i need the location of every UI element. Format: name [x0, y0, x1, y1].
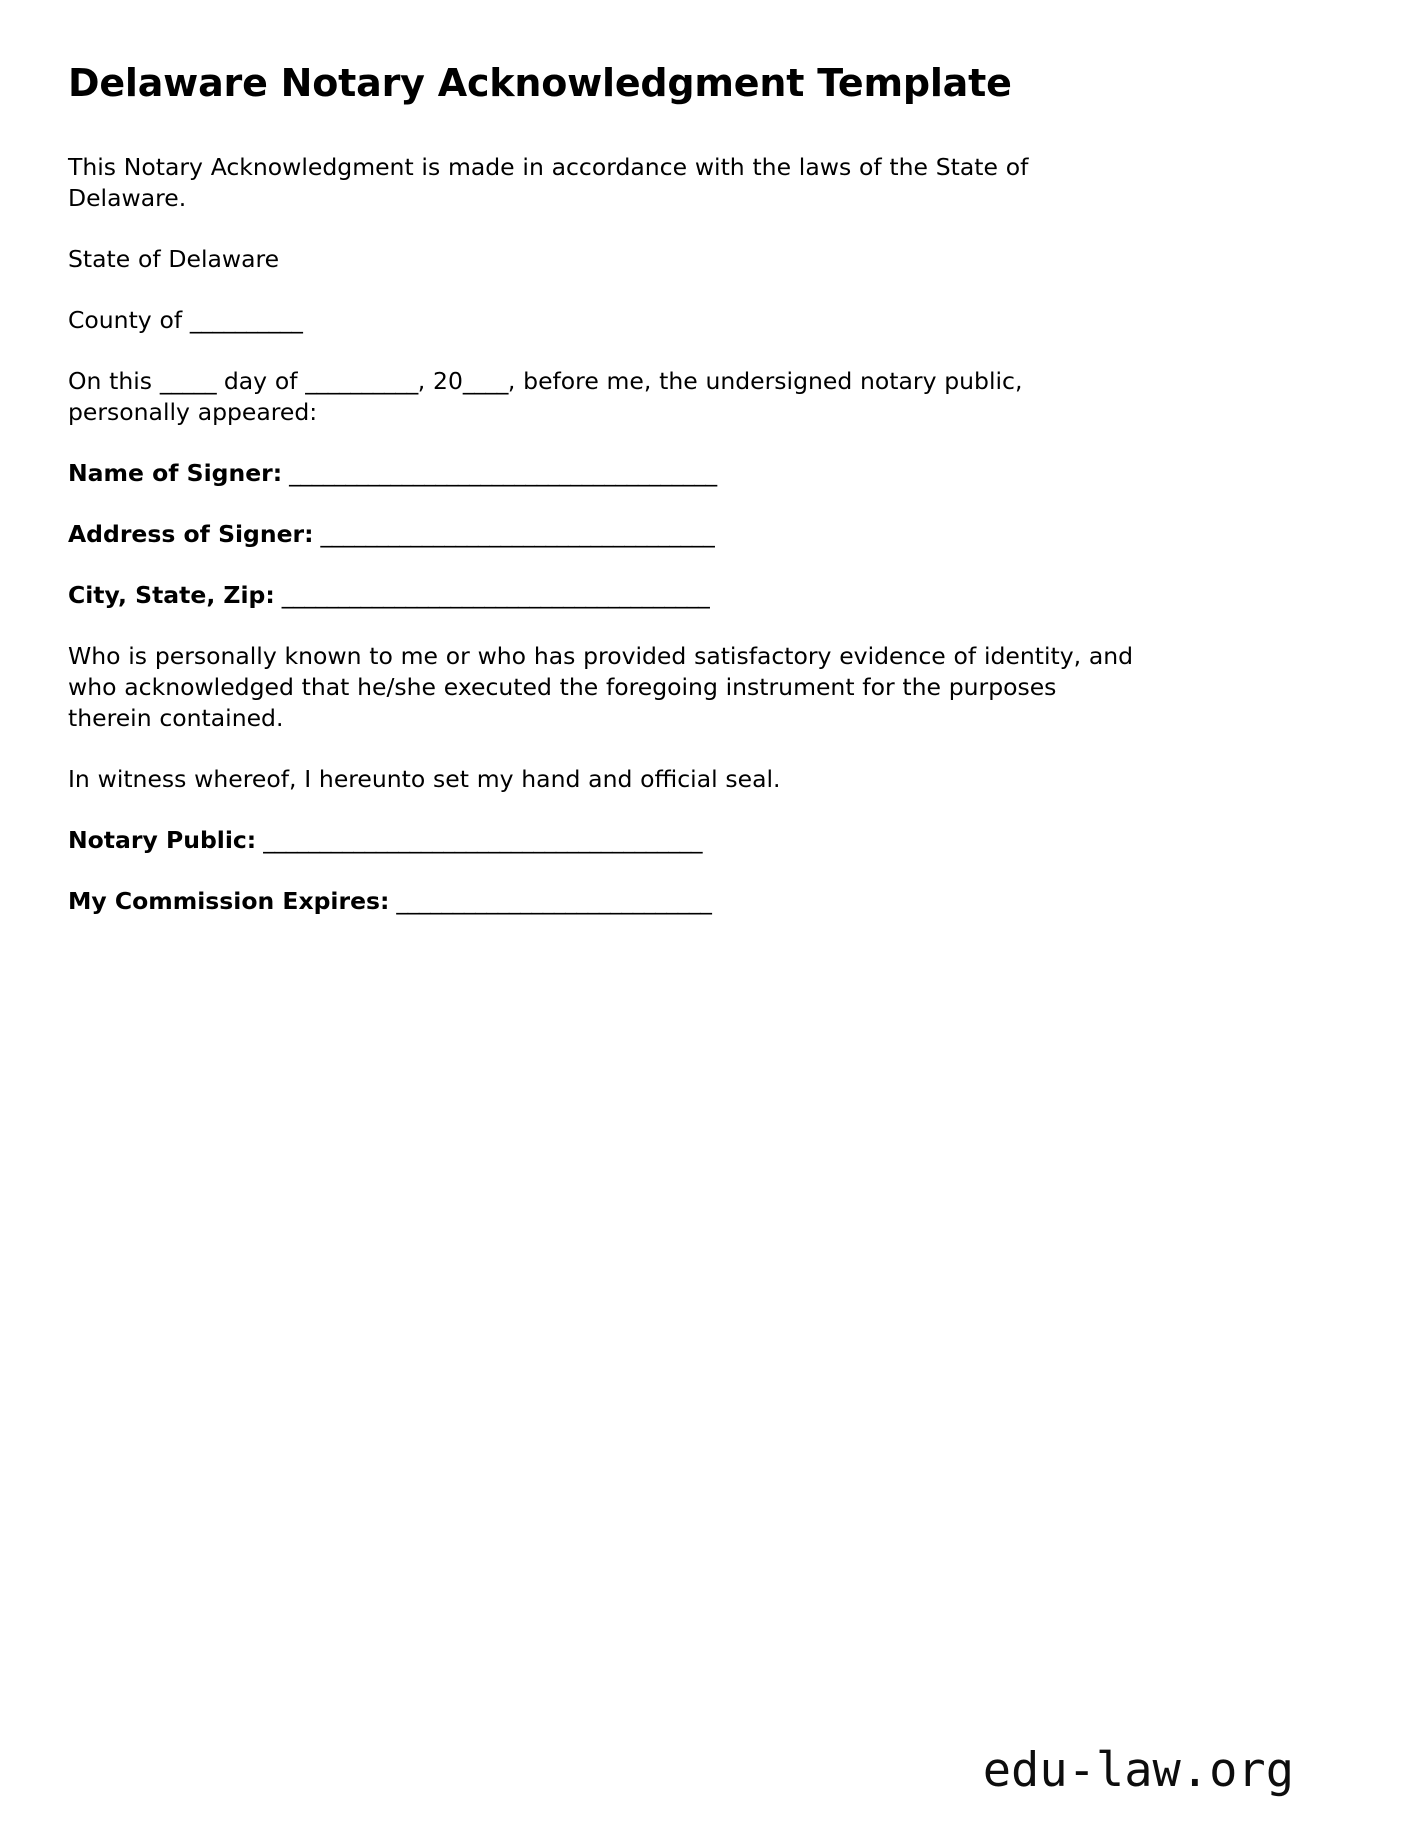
appearance-mid-2: , 20 — [417, 366, 463, 395]
county-line — [68, 305, 1140, 336]
month-blank[interactable]: __________ — [305, 366, 418, 395]
page-title: Delaware Notary Acknowledgment Template — [68, 61, 1012, 105]
field-label-address-of-signer: Address of Signer: — [68, 519, 314, 548]
field-label-commission-expires: My Commission Expires: — [68, 886, 390, 915]
appearance-prefix: On this — [68, 366, 160, 395]
appearance-suffix: , before me, the undersigned notary public, personally appeared: — [68, 366, 1023, 426]
field-commission-expires — [68, 886, 1140, 917]
appearance-mid-1: day of — [216, 366, 306, 395]
field-name-of-signer — [68, 458, 1140, 489]
field-address-of-signer — [68, 519, 1140, 550]
day-blank[interactable]: _____ — [159, 366, 217, 395]
witness-paragraph: In witness whereof, I hereunto set my hand and official seal. — [68, 764, 781, 793]
field-city-state-zip — [68, 580, 1140, 611]
county-blank[interactable]: __________ — [189, 305, 303, 334]
site-watermark: edu-law.org — [982, 1743, 1294, 1798]
county-label: County of — [68, 305, 190, 334]
field-blank-address-of-signer[interactable]: ___________________________________ — [313, 519, 715, 548]
acknowledgment-paragraph: Who is personally known to me or who has provided satisfactory evidence of identity, and who acknowledged that he/she executed the foregoing instrument for the purposes therein contained. — [68, 641, 1134, 732]
field-blank-commission-expires[interactable]: ____________________________ — [389, 886, 712, 915]
field-notary-public — [68, 825, 1140, 856]
field-label-notary-public: Notary Public: — [68, 825, 257, 854]
field-blank-notary-public[interactable]: _______________________________________ — [256, 825, 702, 854]
document-content — [68, 60, 1140, 947]
field-blank-name-of-signer[interactable]: ______________________________________ — [282, 458, 717, 487]
field-blank-city-state-zip[interactable]: ______________________________________ — [274, 580, 710, 609]
field-label-city-state-zip: City, State, Zip: — [68, 580, 275, 609]
state-line: State of Delaware — [68, 244, 280, 273]
intro-paragraph: This Notary Acknowledgment is made in accordance with the laws of the State of Delaware. — [68, 152, 1029, 212]
year-blank[interactable]: ____ — [462, 366, 508, 395]
appearance-paragraph — [68, 366, 1140, 428]
field-label-name-of-signer: Name of Signer: — [68, 458, 283, 487]
